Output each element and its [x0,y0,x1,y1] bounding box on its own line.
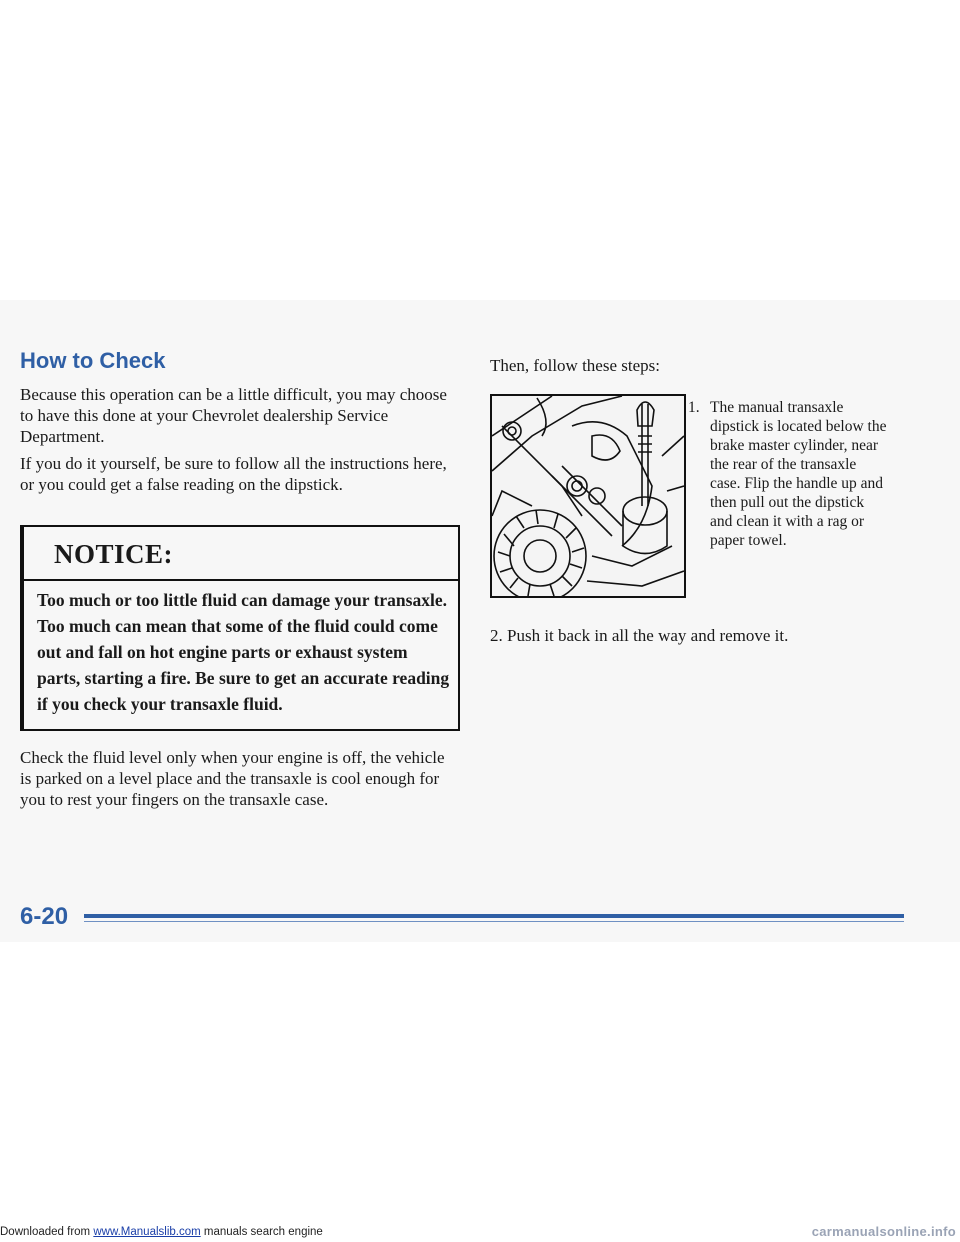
intro-paragraph: Because this operation can be a little difficult, you may choose to have this done at your Chevrolet dealership Service Department. [20,385,447,446]
footer-rule [84,914,904,918]
fluid-check-paragraph: Check the fluid level only when your engine is off, the vehicle is parked on a level place and the transaxle is cool enough for you to rest your fingers on the transaxle case. [20,748,445,809]
step-2: 2. Push it back in all the way and remove it. [490,626,789,645]
step-1 [688,398,888,550]
transaxle-dipstick-illustration [490,394,686,598]
notice-body: Too much or too little fluid can damage your transaxle. Too much can mean that some of the fluid could come out and fall on hot engine parts or exhaust system parts, starting a fire. Be sure to get an accurate reading if you check your transaxle fluid. [37,590,450,714]
manualslib-link[interactable]: www.Manualslib.com [93,1226,201,1238]
notice-box [20,525,460,731]
notice-title: NOTICE: [54,539,174,569]
download-prefix: Downloaded from [0,1226,94,1238]
step-1-number: 1. [688,399,700,416]
page-number: 6-20 [20,903,69,930]
watermark: carmanualsonline.info [811,1224,956,1239]
footer-rule-thin [84,921,904,922]
download-bar [0,1226,960,1242]
download-suffix: manuals search engine [200,1226,323,1238]
instructions-paragraph: If you do it yourself, be sure to follow all the instructions here, or you could get a false reading on the dipstick. [20,454,447,494]
notice-divider [24,579,458,581]
download-notice [0,1226,323,1238]
step-1-text: The manual transaxle dipstick is located below the brake master cylinder, near the rear of the transaxle case. Flip the handle up and then pull out the dipstick and clean it with a rag or paper towel. [710,399,887,549]
dipstick-diagram-icon [492,396,684,596]
section-heading: How to Check [20,348,166,373]
steps-intro: Then, follow these steps: [490,356,660,375]
